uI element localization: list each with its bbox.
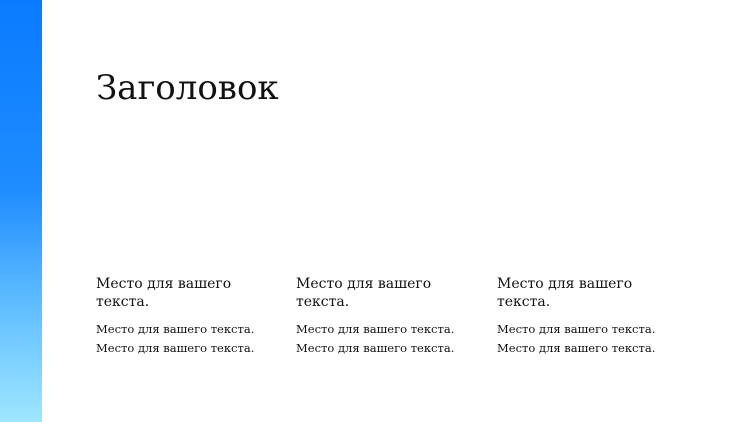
column-text-line[interactable]: Место для вашего текста. xyxy=(497,341,656,355)
column-heading[interactable]: Место для вашего текста. xyxy=(296,276,432,310)
column-heading[interactable]: Место для вашего текста. xyxy=(96,276,232,310)
column-text-line[interactable]: Место для вашего текста. xyxy=(96,322,255,336)
accent-bar xyxy=(0,0,42,422)
column-text-line[interactable]: Место для вашего текста. xyxy=(296,322,455,336)
slide-title[interactable]: Заголовок xyxy=(96,68,279,108)
text-column-1 xyxy=(96,275,266,358)
column-text-line[interactable]: Место для вашего текста. xyxy=(497,322,656,336)
text-column-2 xyxy=(296,275,466,358)
column-text-line[interactable]: Место для вашего текста. xyxy=(96,341,255,355)
column-heading[interactable]: Место для вашего текста. xyxy=(497,276,633,310)
text-column-3 xyxy=(497,275,667,358)
column-text-line[interactable]: Место для вашего текста. xyxy=(296,341,455,355)
text-columns xyxy=(96,275,696,375)
